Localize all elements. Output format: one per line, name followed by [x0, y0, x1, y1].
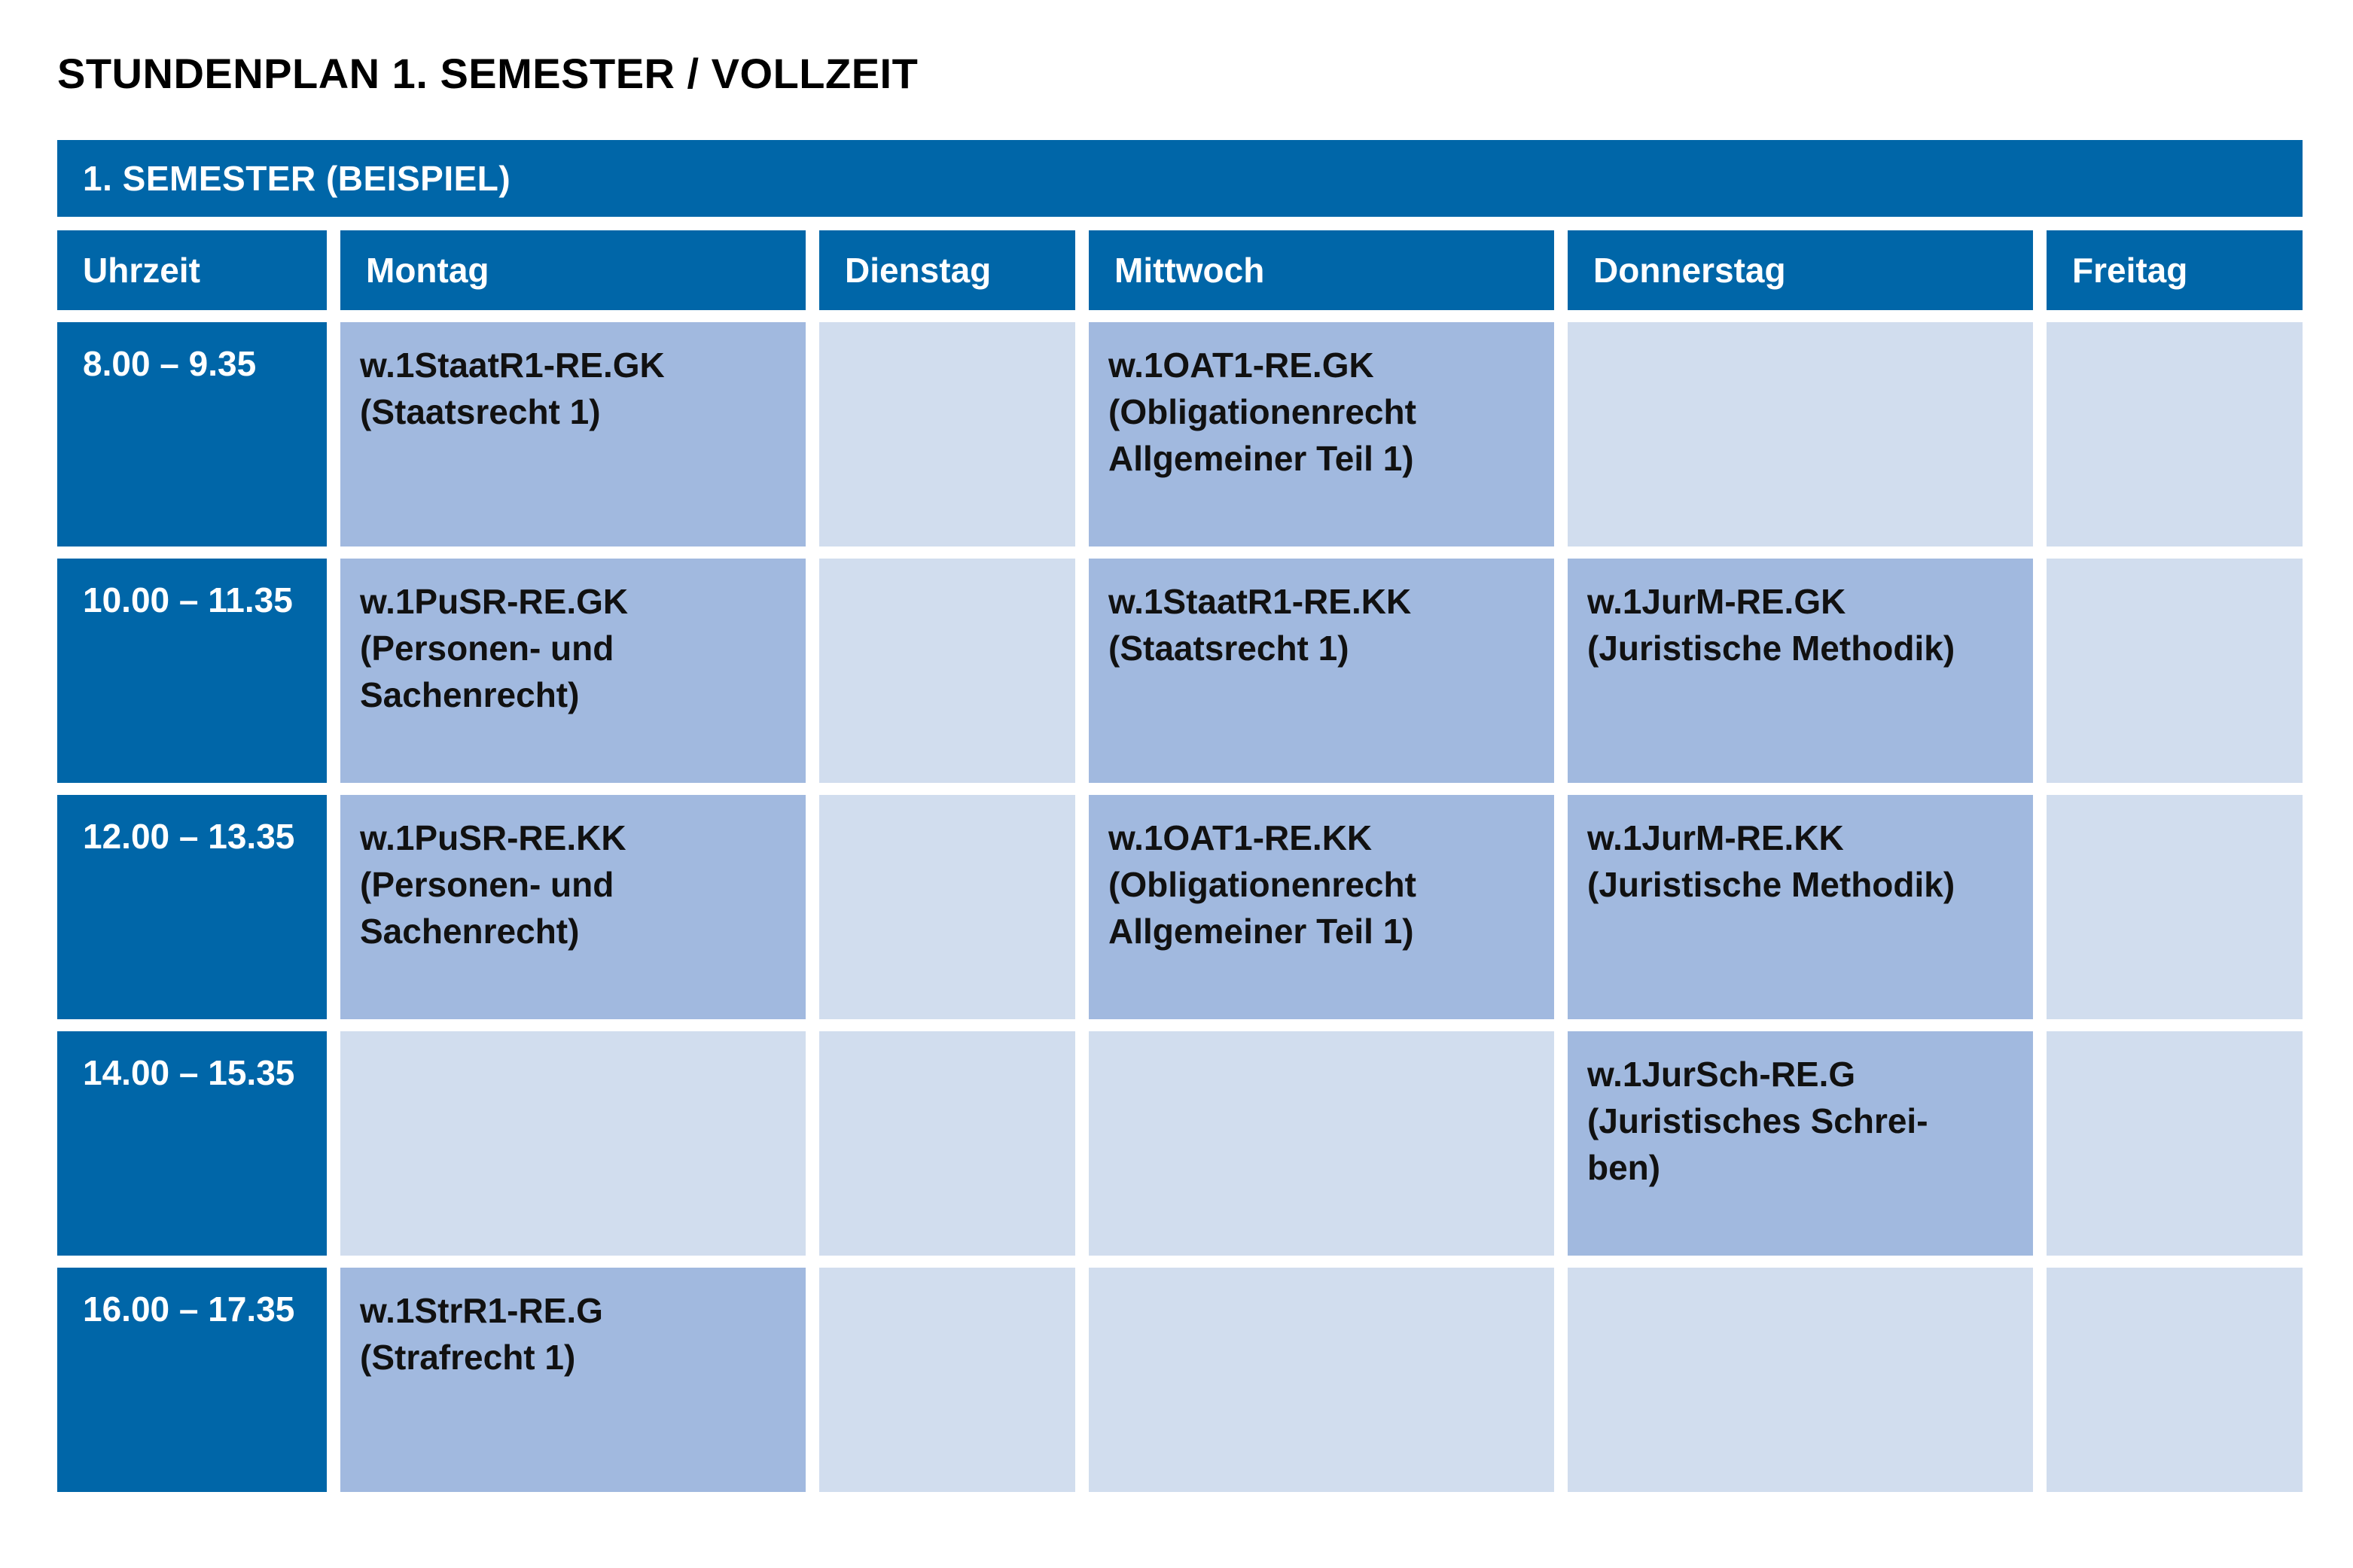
course-title-line: (Personen- und [360, 629, 614, 668]
empty-cell-friday [2047, 559, 2303, 783]
course-cell-wednesday [1089, 795, 1554, 1019]
course-code: w.1PuSR-RE.GK [360, 582, 629, 621]
column-header-tuesday: Dienstag [819, 230, 1075, 310]
course-code: w.1StaatR1-RE.GK [360, 346, 665, 385]
course-cell-wednesday [1089, 559, 1554, 783]
column-header-wednesday: Mittwoch [1089, 230, 1554, 310]
time-slot: 10.00 – 11.35 [57, 559, 327, 783]
course-code: w.1OAT1-RE.GK [1108, 346, 1374, 385]
course-title-line: (Obligationenrecht [1108, 865, 1416, 904]
course-title-line: (Personen- und [360, 865, 614, 904]
empty-cell-tuesday [819, 1031, 1075, 1256]
course-title-line: Sachenrecht) [360, 675, 580, 714]
column-header-monday: Montag [340, 230, 806, 310]
time-slot: 8.00 – 9.35 [57, 322, 327, 547]
column-header-time: Uhrzeit [57, 230, 327, 310]
course-cell-thursday [1568, 795, 2033, 1019]
course-title-line: Allgemeiner Teil 1) [1108, 439, 1414, 478]
course-cell-monday [340, 322, 806, 547]
course-code: w.1JurM-RE.GK [1587, 582, 1846, 621]
course-cell-thursday [1568, 1031, 2033, 1256]
empty-cell-wednesday [1089, 1031, 1554, 1256]
course-cell-monday [340, 559, 806, 783]
empty-cell-thursday [1568, 1268, 2033, 1492]
semester-banner [57, 140, 2303, 217]
course-title-line: ben) [1587, 1148, 1661, 1187]
course-title-line: (Obligationenrecht [1108, 392, 1416, 431]
semester-banner-label: 1. SEMESTER (BEISPIEL) [83, 159, 511, 198]
course-title-line: (Strafrecht 1) [360, 1338, 576, 1377]
empty-cell-friday [2047, 1268, 2303, 1492]
page-title: STUNDENPLAN 1. SEMESTER / VOLLZEIT [57, 50, 919, 97]
course-code: w.1PuSR-RE.KK [360, 818, 626, 857]
empty-cell-tuesday [819, 795, 1075, 1019]
time-slot: 12.00 – 13.35 [57, 795, 327, 1019]
course-title-line: Sachenrecht) [360, 912, 580, 951]
course-title-line: (Juristische Methodik) [1587, 865, 1955, 904]
course-title-line: (Juristisches Schrei- [1587, 1101, 1928, 1140]
course-cell-thursday [1568, 559, 2033, 783]
course-code: w.1StaatR1-RE.KK [1108, 582, 1412, 621]
empty-cell-tuesday [819, 1268, 1075, 1492]
course-code: w.1JurM-RE.KK [1587, 818, 1844, 857]
course-title-line: (Staatsrecht 1) [360, 392, 601, 431]
empty-cell-wednesday [1089, 1268, 1554, 1492]
course-code: w.1OAT1-RE.KK [1108, 818, 1373, 857]
course-code: w.1JurSch-RE.G [1587, 1055, 1856, 1094]
column-header-friday: Freitag [2047, 230, 2303, 310]
empty-cell-friday [2047, 795, 2303, 1019]
time-slot: 14.00 – 15.35 [57, 1031, 327, 1256]
course-code: w.1StrR1-RE.G [360, 1291, 603, 1330]
empty-cell-friday [2047, 322, 2303, 547]
course-title-line: (Staatsrecht 1) [1108, 629, 1349, 668]
course-title-line: Allgemeiner Teil 1) [1108, 912, 1414, 951]
course-cell-wednesday [1089, 322, 1554, 547]
empty-cell-monday [340, 1031, 806, 1256]
empty-cell-thursday [1568, 322, 2033, 547]
course-title-line: (Juristische Methodik) [1587, 629, 1955, 668]
course-cell-monday [340, 795, 806, 1019]
empty-cell-friday [2047, 1031, 2303, 1256]
timetable [57, 230, 2303, 1492]
column-header-thursday: Donnerstag [1568, 230, 2033, 310]
course-cell-monday [340, 1268, 806, 1492]
empty-cell-tuesday [819, 559, 1075, 783]
time-slot: 16.00 – 17.35 [57, 1268, 327, 1492]
empty-cell-tuesday [819, 322, 1075, 547]
